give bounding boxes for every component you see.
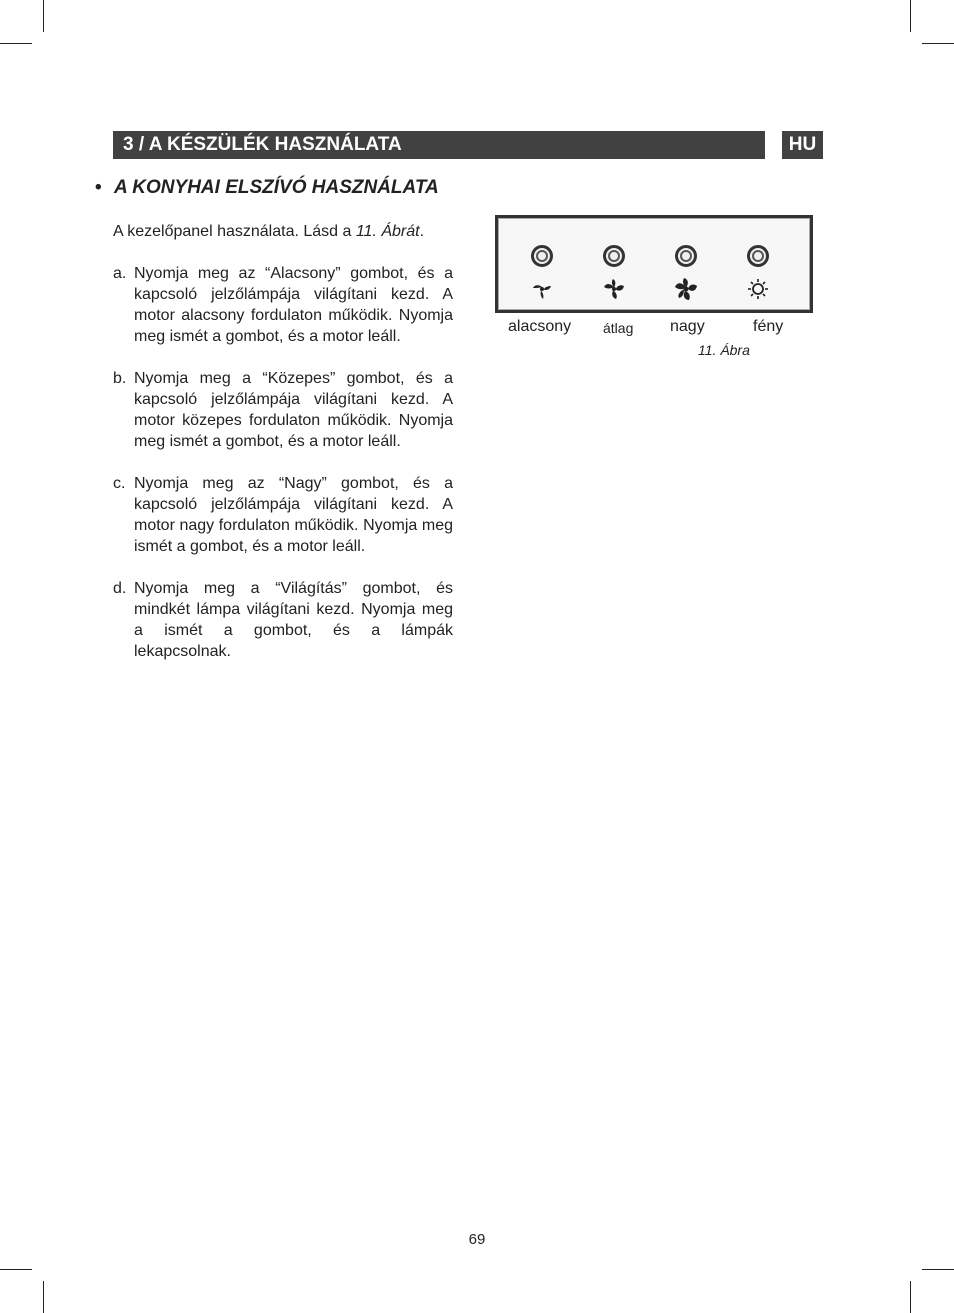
- list-item: [113, 473, 453, 557]
- light-bulb-icon: [746, 277, 770, 301]
- fan-medium-icon: [602, 277, 626, 301]
- list-marker: c.: [113, 475, 126, 492]
- crop-mark: [43, 0, 44, 32]
- panel-label-high: nagy: [670, 318, 705, 335]
- crop-mark: [910, 1281, 911, 1313]
- section-title: 3 / A KÉSZÜLÉK HASZNÁLATA: [113, 131, 765, 159]
- panel-button-low: [531, 245, 553, 267]
- instruction-list: [113, 263, 453, 683]
- panel-button-light: [747, 245, 769, 267]
- language-badge: HU: [782, 131, 823, 159]
- list-item-text: Nyomja meg a “Világítás” gombot, és mindkét lámpa világítani kezd. Nyomja meg a ismét a gombot, és a lámpák lekapcsolnak.: [134, 580, 453, 660]
- bullet-icon: •: [95, 177, 102, 198]
- panel-label-light: fény: [753, 318, 784, 335]
- panel-label-low: alacsony: [508, 318, 572, 335]
- subheading: [95, 177, 439, 199]
- crop-mark: [922, 43, 954, 44]
- list-marker: d.: [113, 580, 127, 597]
- list-item: [113, 368, 453, 452]
- list-item-text: Nyomja meg az “Alacsony” gombot, és a kapcsoló jelzőlámpája világítani kezd. A motor alacsony fordulaton működik. Nyomja meg ismét a gombot, és a motor leáll.: [134, 265, 453, 345]
- list-item-text: Nyomja meg a “Közepes” gombot, és a kapcsoló jelzőlámpája világítani kezd. A motor közepes fordulaton működik. Nyomja meg ismét a gombot, és a motor leáll.: [134, 370, 453, 450]
- list-item: [113, 578, 453, 662]
- fan-low-icon: [530, 277, 554, 301]
- subheading-text: A KONYHAI ELSZÍVÓ HASZNÁLATA: [114, 177, 439, 198]
- list-item: [113, 263, 453, 347]
- panel-label-medium: átlag: [603, 320, 634, 336]
- crop-mark: [0, 1269, 32, 1270]
- list-marker: a.: [113, 265, 127, 282]
- intro-paragraph: [113, 221, 424, 242]
- crop-mark: [910, 0, 911, 32]
- intro-text: A kezelőpanel használata. Lásd a: [113, 223, 356, 240]
- page-number: 69: [468, 1231, 486, 1248]
- crop-mark: [0, 43, 32, 44]
- control-panel-figure: [495, 215, 813, 313]
- figure-reference: 11. Ábrát: [355, 223, 420, 240]
- intro-end: .: [419, 223, 425, 240]
- panel-button-medium: [603, 245, 625, 267]
- list-marker: b.: [113, 370, 127, 387]
- crop-mark: [43, 1281, 44, 1313]
- figure-caption: 11. Ábra: [698, 342, 750, 358]
- panel-button-high: [675, 245, 697, 267]
- list-item-text: Nyomja meg az “Nagy” gombot, és a kapcsoló jelzőlámpája világítani kezd. A motor nagy fordulaton működik. Nyomja meg ismét a gombot, és a motor leáll.: [134, 475, 453, 555]
- crop-mark: [922, 1269, 954, 1270]
- fan-high-icon: [674, 277, 698, 301]
